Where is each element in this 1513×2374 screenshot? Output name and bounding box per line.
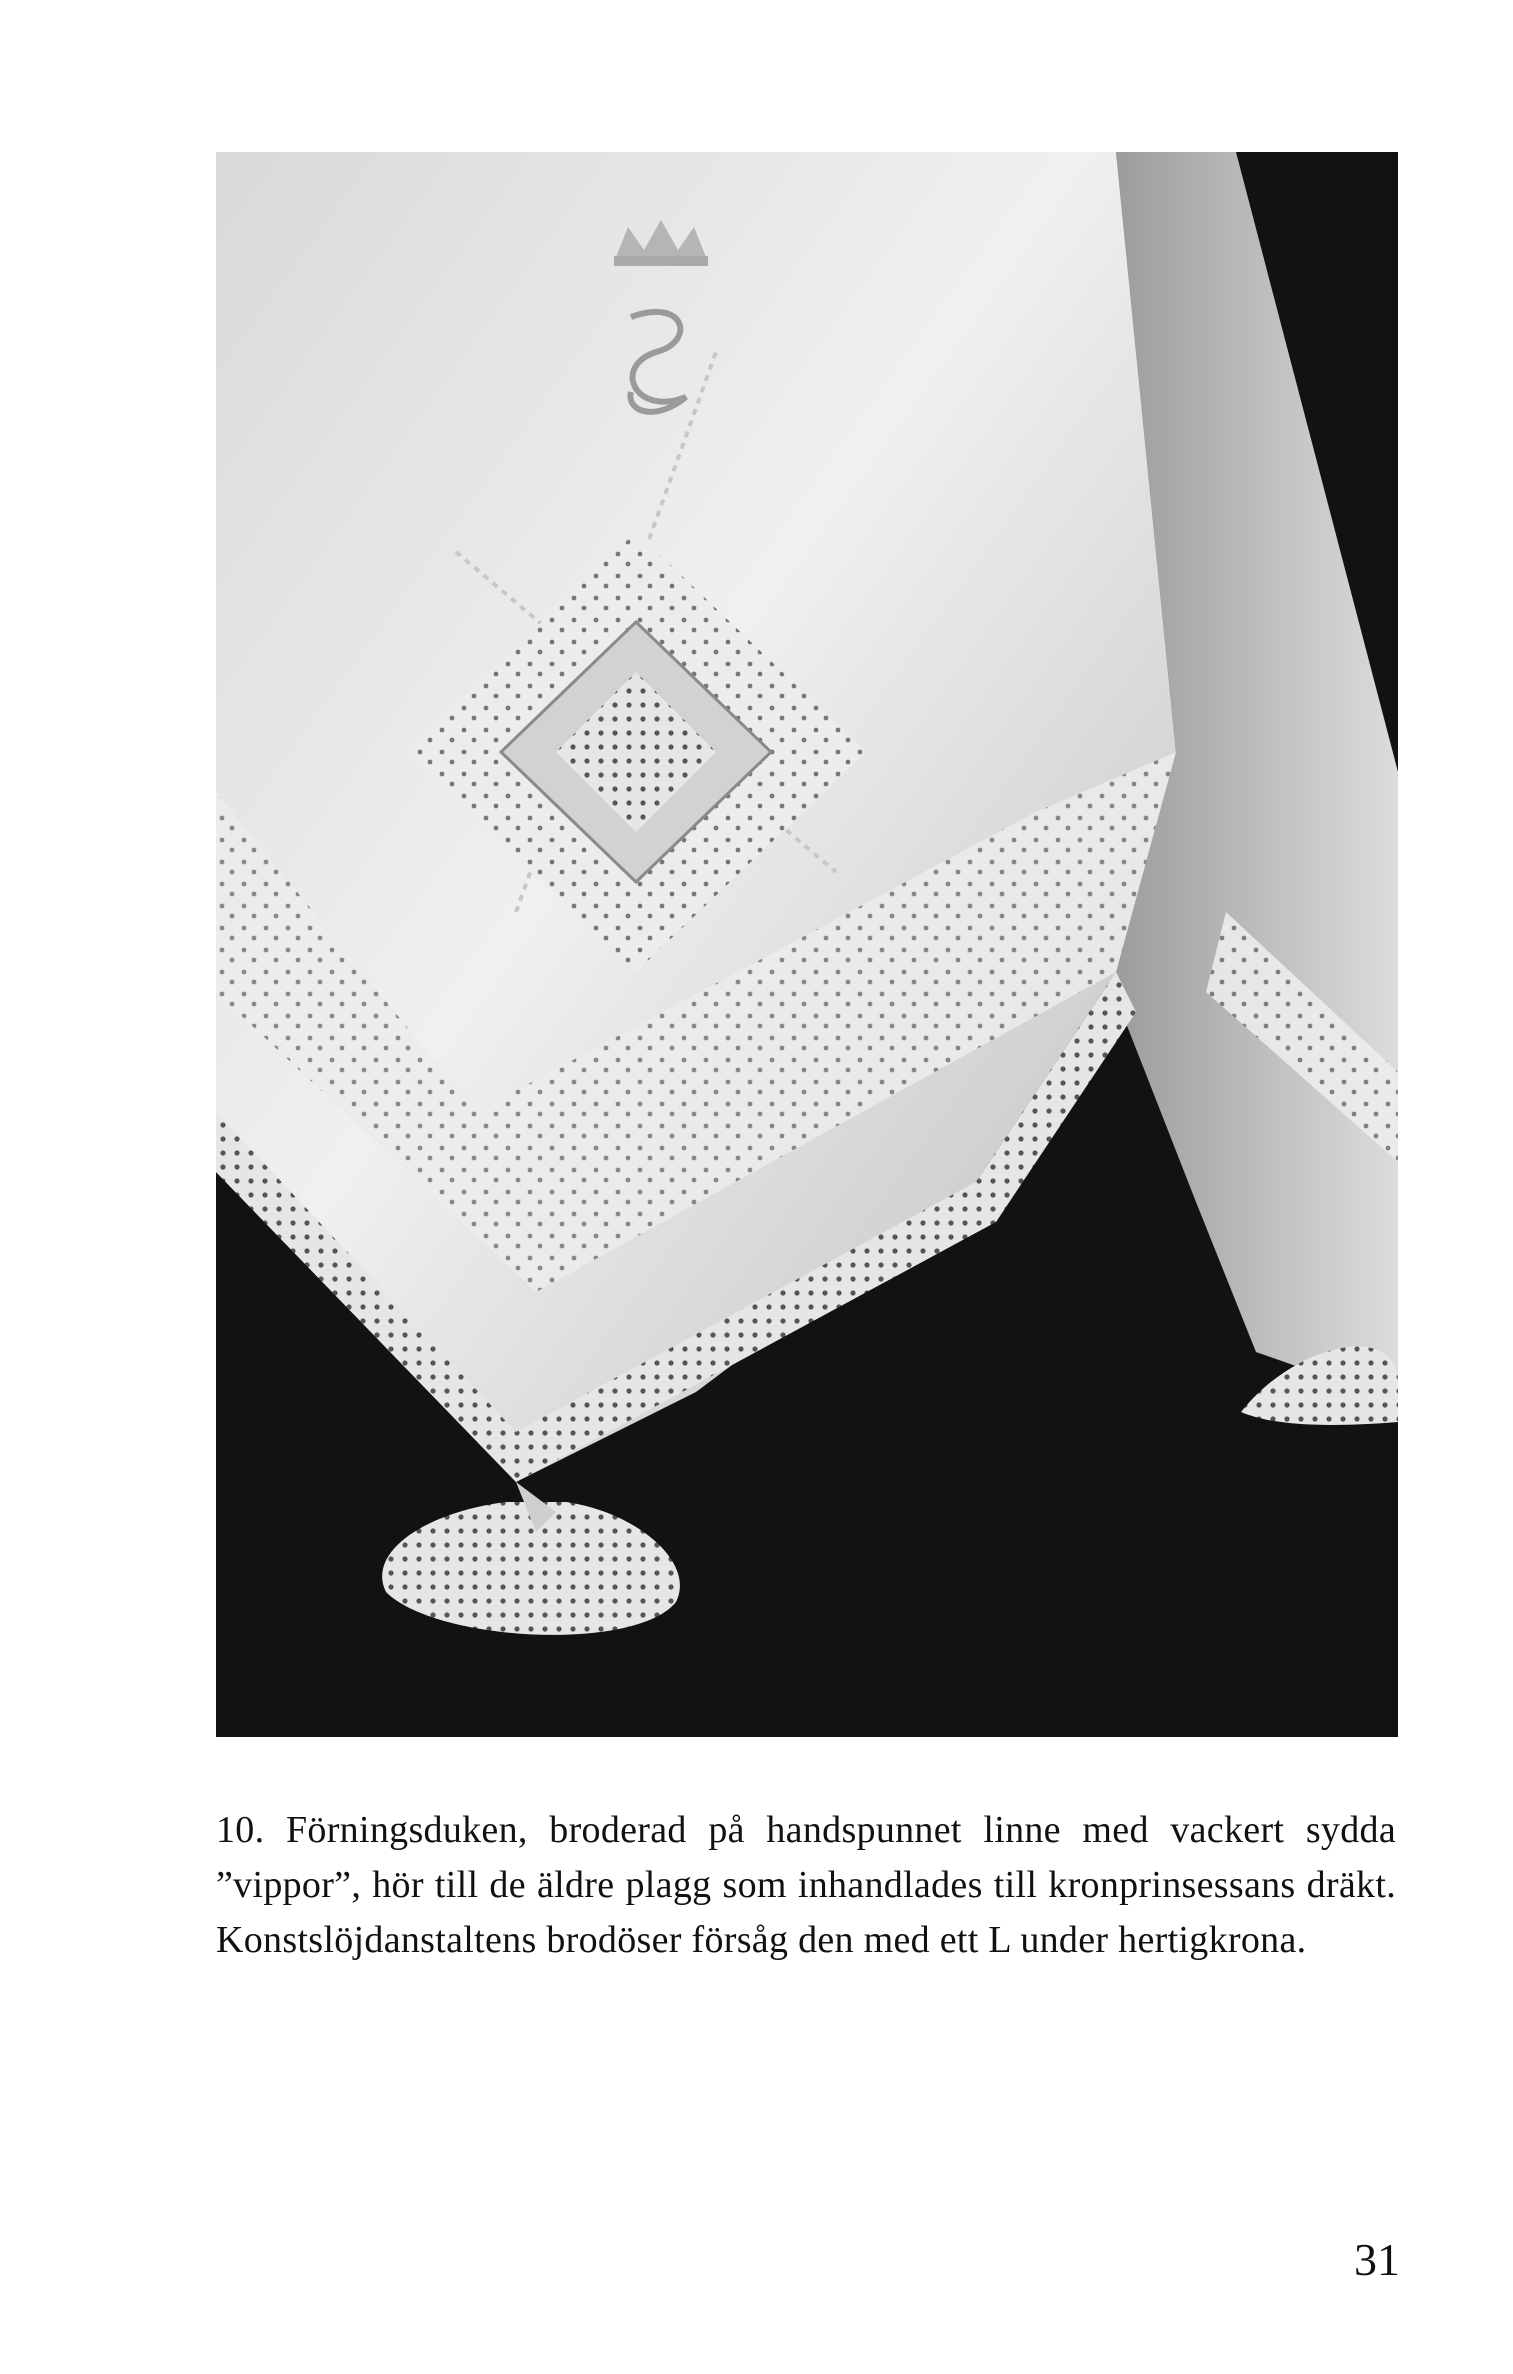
figure-caption: 10. Förningsduken, broderad på handspunnet linne med vackert sydda ”vippor”, hör till de äldre plagg som inhandlades till kronprinsessans dräkt. Konstslöjdanstaltens brodöser försåg den med ett L under hertigkrona. — [216, 1809, 1396, 1961]
embroidered-cloth-photograph — [216, 152, 1398, 1737]
page-number: 31 — [1354, 2234, 1400, 2285]
